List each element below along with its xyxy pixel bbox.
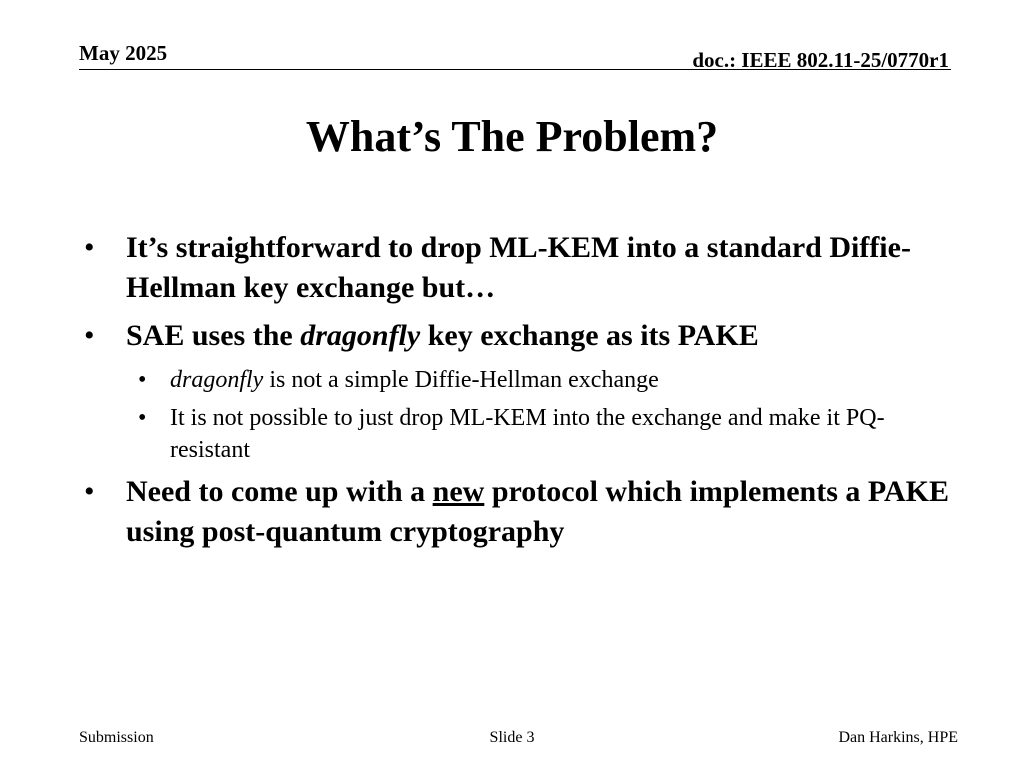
sub-bullet-2-2-text: It is not possible to just drop ML-KEM into the exchange and make it PQ-resistant xyxy=(170,405,885,463)
bullet-glyph: • xyxy=(84,319,95,352)
footer-author: Dan Harkins, HPE xyxy=(838,729,958,746)
bullet-glyph: • xyxy=(84,475,95,508)
footer-slide-number: Slide 3 xyxy=(489,729,535,746)
bullet-1 xyxy=(84,228,954,308)
header-doc-id: doc.: IEEE 802.11-25/0770r1 xyxy=(692,48,949,72)
bullet-2-text-post: key exchange as its PAKE xyxy=(420,319,759,352)
sub-bullet-2-1-emphasis: dragonfly xyxy=(170,367,264,393)
bullet-3-text-post: protocol which implements a PAKE using post-quantum cryptography xyxy=(126,475,950,548)
footer-submission: Submission xyxy=(79,729,154,746)
bullet-2 xyxy=(84,316,954,356)
sub-bullet-2-1-text: is not a simple Diffie-Hellman exchange xyxy=(263,367,659,393)
sub-bullet-2-2 xyxy=(138,402,954,466)
bullet-2-text-emphasis: dragonfly xyxy=(300,319,421,352)
bullet-3-text-pre: Need to come up with a xyxy=(126,475,433,508)
sub-bullet-2-1 xyxy=(138,364,954,396)
bullet-glyph: • xyxy=(84,231,95,264)
bullet-1-text: It’s straightforward to drop ML-KEM into a standard Diffie-Hellman key exchange but… xyxy=(126,231,911,304)
sub-bullet-glyph: • xyxy=(138,367,147,393)
header-rule xyxy=(79,69,951,70)
header-date: May 2025 xyxy=(79,41,168,65)
sub-bullet-glyph: • xyxy=(138,405,147,431)
bullet-3 xyxy=(84,472,954,552)
bullet-2-text-pre: SAE uses the xyxy=(126,319,301,352)
bullet-3-text-underlined: new xyxy=(432,475,485,508)
slide-body xyxy=(84,228,954,560)
slide-title: What’s The Problem? xyxy=(305,112,719,161)
